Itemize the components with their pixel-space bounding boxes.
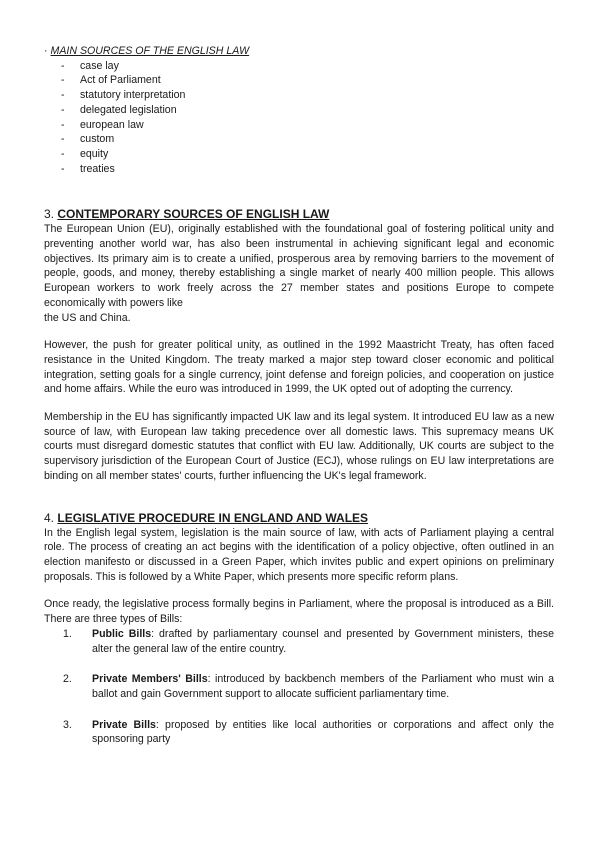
list-item [63, 672, 554, 701]
list-item: - Act of Parliament [61, 73, 554, 88]
section-4-paragraph-2: Once ready, the legislative process formally begins in Parliament, where the proposal is introduced as a Bill. There are three types of Bills: [44, 598, 554, 626]
list-item [63, 718, 554, 747]
list-item: - case lay [61, 59, 554, 74]
section-3-title: CONTEMPORARY SOURCES OF ENGLISH LAW [57, 207, 330, 222]
section-4-paragraph-1: In the English legal system, legislation is the main source of law, with acts of Parliament playing a central role. The process of creating an act begins with the identification of a policy objective, often outlined in an election manifesto or discussed in a Green Paper, which invites public and expert opinions on preliminary proposals. This is followed by a White Paper, which presents more specific reform plans. [44, 526, 554, 583]
bill-type-name: Private Bills [92, 718, 156, 731]
bill-types-list [44, 627, 554, 747]
bill-type-name: Private Members' Bills [92, 673, 208, 686]
sources-heading [44, 44, 554, 59]
bill-type-name: Public Bills [92, 627, 152, 640]
sources-heading-text: MAIN SOURCES OF THE ENGLISH LAW [50, 45, 250, 57]
section-4-heading [44, 511, 554, 526]
list-item: - equity [61, 147, 554, 162]
heading-bullet: · [44, 45, 48, 57]
sources-list [44, 59, 554, 177]
list-number: 2. [63, 673, 72, 686]
list-number: 3. [63, 718, 72, 731]
document-page [44, 44, 554, 747]
list-item: - treaties [61, 162, 554, 177]
list-item: - european law [61, 118, 554, 133]
section-3-paragraph-1: The European Union (EU), originally established with the foundational goal of fostering political unity and preventing another world war, has also been instrumental in achieving significant legal and economic objectives. Its primary aim is to create a unified, prosperous area by removing barriers to the movement of people, goods, and money, thereby establishing a single market of nearly 400 million people. This allows European workers to work freely across the 27 member states and positions Europe to compete economically with powers like [44, 223, 554, 309]
bill-type-description: : proposed by entities like local authorities or corporations and affect only the sponsoring party [92, 718, 554, 746]
list-item: - delegated legislation [61, 103, 554, 118]
bill-type-description: : introduced by backbench members of the Parliament who must win a ballot and gain Government support to allocate sufficient parliamentary time. [92, 673, 554, 700]
section-3-number: 3. [44, 207, 55, 222]
section-3-paragraph-1-tail: the US and China. [44, 311, 131, 324]
section-4-number: 4. [44, 510, 55, 525]
list-number: 1. [63, 627, 72, 640]
section-3-heading [44, 207, 554, 222]
section-3-paragraph-2: However, the push for greater political unity, as outlined in the 1992 Maastricht Treaty, has often faced resistance in the United Kingdom. The treaty marked a major step toward closer economic and political integration, setting goals for a single currency, joint defense and foreign policies, and cooperation on justice and home affairs. While the euro was introduced in 1999, the UK opted out of adopting the currency. [44, 339, 554, 396]
section-4-title: LEGISLATIVE PROCEDURE IN ENGLAND AND WALES [57, 510, 369, 525]
list-item: - custom [61, 132, 554, 147]
list-item: - statutory interpretation [61, 88, 554, 103]
list-item [63, 627, 554, 656]
section-3-paragraph-3: Membership in the EU has significantly impacted UK law and its legal system. It introduced EU law as a new source of law, with European law taking precedence over all domestic laws. This supremacy means UK courts must disregard domestic statutes that conflict with EU law. Additionally, UK courts are subject to the supervisory jurisdiction of the European Court of Justice (ECJ), whose rulings on EU law interpretations are binding on all member states' courts, further influencing the UK's legal framework. [44, 411, 554, 482]
bill-type-description: : drafted by parliamentary counsel and presented by Government ministers, these alter the general law of the entire country. [92, 627, 554, 655]
